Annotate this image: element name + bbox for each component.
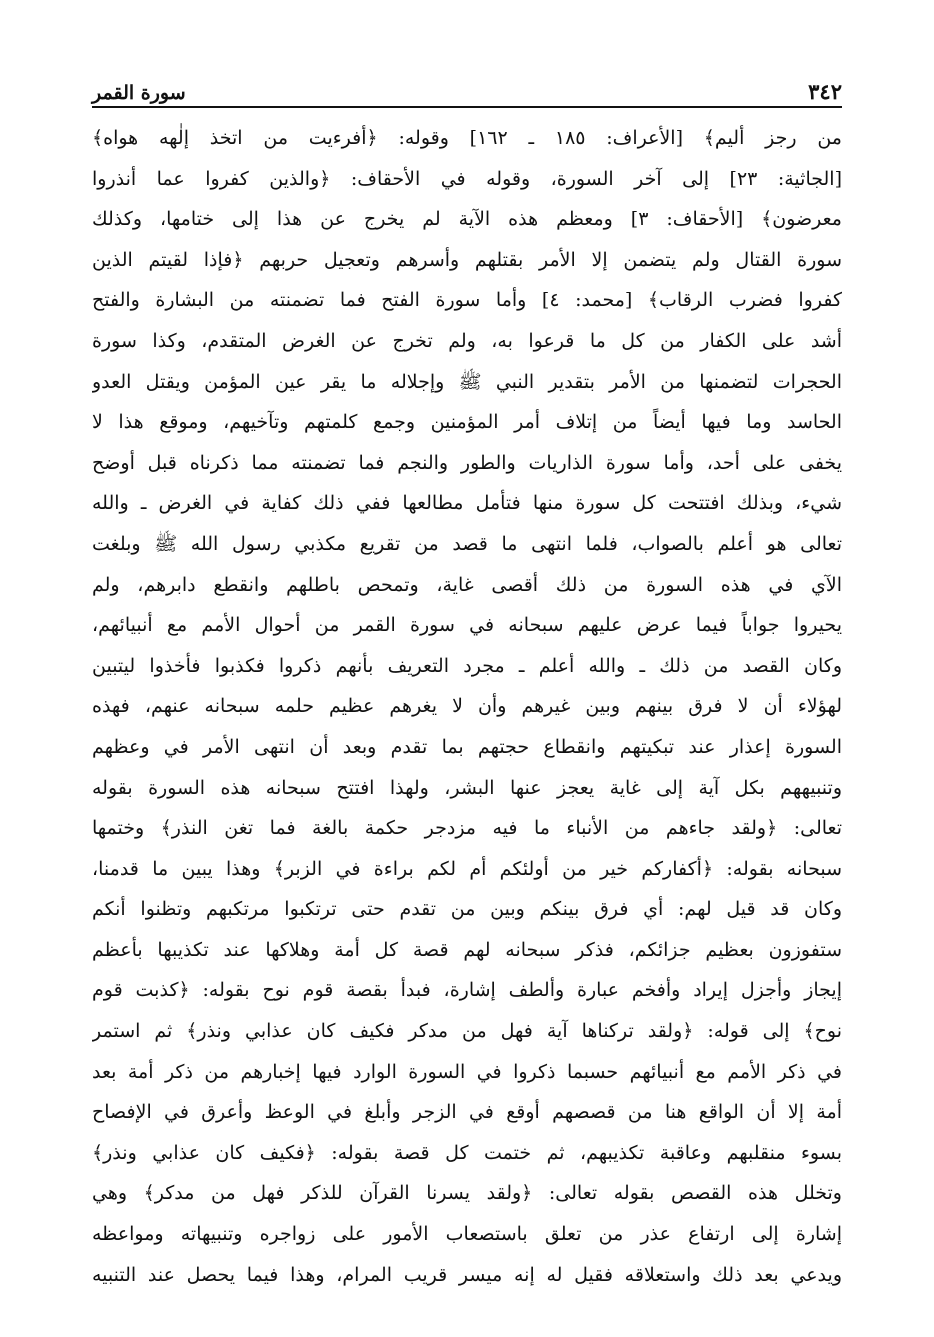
surah-title: سورة القمر xyxy=(92,82,186,104)
header-divider xyxy=(92,106,842,108)
text-line: يحيروا جواباً فيما عرض عليهم سبحانه في سورة القمر من أحوال الأمم مع أنبيائهم، xyxy=(92,614,842,637)
text-line: وتخلل هذه القصص بقوله تعالى: ﴿ولقد يسرنا القرآن للذكر فهل من مدكر﴾ وهي xyxy=(92,1182,842,1205)
text-line: معرضون﴾ [الأحقاف: ٣] ومعظم هذه الآية لم يخرج عن هذا إلى ختامها، وكذلك xyxy=(92,208,842,231)
text-line: سبحانه بقوله: ﴿أكفاركم خير من أولئكم أم لكم براءة في الزبر﴾ وهذا يبين ما قدمنا، xyxy=(92,857,842,880)
text-line: أشد على الكفار من كل ما قرعوا به، ولم تخرج عن الغرض المتقدم، وكذا سورة xyxy=(92,329,842,352)
page-number: ٣٤٢ xyxy=(808,79,842,104)
text-line: وكان القصد من ذلك ـ والله أعلم ـ مجرد التعريف بأنهم ذكروا فكذبوا فأخذوا ليتبين xyxy=(92,654,842,677)
text-line: شيء، وبذلك افتتحت كل سورة منها فتأمل مطالعها ففي ذلك كفاية في الغرض ـ والله xyxy=(92,492,842,515)
text-line: أمة إلا أن الواقع هنا من قصصهم أوقع في الزجر وأبلغ في الوعظ وأعرق في الإفصاح xyxy=(92,1101,842,1124)
text-line: السورة إعذار عند تبكيتهم وانقطاع حجتهم بما تقدم وبعد أن انتهى الأمر في وعظهم xyxy=(92,735,842,758)
text-line: تعالى: ﴿ولقد جاءهم من الأنباء ما فيه مزدجر حكمة بالغة فما تغن النذر﴾ وختمها xyxy=(92,817,842,840)
text-line: الآي في هذه السورة من ذلك أقصى غاية، وتمحص باطلهم وانقطع دابرهم، ولم xyxy=(92,573,842,596)
text-line: في ذكر الأمم مع أنبيائهم حسبما ذكروا في السورة الوارد فيها إخبارهم من ذكر أمة بعد xyxy=(92,1060,842,1083)
text-line: يخفى على أحد، وأما سورة الذاريات والطور والنجم فما تضمنته مما ذكرناه قبل أوضح xyxy=(92,451,842,474)
text-line: كفروا فضرب الرقاب﴾ [محمد: ٤] وأما سورة الفتح فما تضمنته من البشارة والفتح xyxy=(92,289,842,312)
text-line: سورة القتال ولم يتضمن إلا الأمر بقتلهم وأسرهم وتعجيل حربهم ﴿فإذا لقيتم الذين xyxy=(92,248,842,271)
text-line: وتنبيههم بكل آية إلى غاية يعجز عنها البشر، ولهذا افتتح سبحانه هذه السورة بقوله xyxy=(92,776,842,799)
text-line: إشارة إلى ارتفاع عذر من تعلق باستصعاب الأمور على زواجره وتنبيهاته ومواعظه xyxy=(92,1223,842,1246)
text-line: نوح﴾ إلى قوله: ﴿ولقد تركناها آية فهل من مدكر فكيف كان عذابي ونذر﴾ ثم استمر xyxy=(92,1020,842,1043)
text-line: الحجرات لتضمنها من الأمر بتقدير النبي ﷺ وإجلاله ما يقر عين المؤمن ويقتل العدو xyxy=(92,370,842,393)
text-line: ستفوزون بعظيم جزائكم، فذكر سبحانه لهم قصة كل أمة وهلاكها عند تكذيبها بأعظم xyxy=(92,938,842,961)
text-line: لهؤلاء أن لا فرق بينهم وبين غيرهم وأن لا يغرهم عظيم حلمه سبحانه عنهم، فهذه xyxy=(92,695,842,718)
body-text xyxy=(92,118,842,1295)
text-line: من رجز أليم﴾ [الأعراف: ١٨٥ ـ ١٦٢] وقوله: ﴿أفرءيت من اتخذ إلٰهه هواه﴾ xyxy=(92,127,842,149)
text-line: ويدعي بعد ذلك واستعلاقه فقيل له إنه ميسر قريب المرام، وهذا فيما يحصل عند التنبيه xyxy=(92,1263,842,1286)
text-line: تعالى هو أعلم بالصواب، فلما انتهى ما قصد من تقريع مكذبي رسول الله ﷺ وبلغت xyxy=(92,532,842,555)
text-line: إيجاز وأجزل إيراد وأفخم عبارة وألطف إشارة، فبدأ بقصة قوم نوح بقوله: ﴿كذبت قوم xyxy=(92,979,842,1002)
text-line: بسوء منقلبهم وعاقبة تكذيبهم، ثم ختمت كل قصة بقوله: ﴿فكيف كان عذابي ونذر﴾ xyxy=(92,1141,842,1164)
text-line: وكان قد قيل لهم: أي فرق بينكم وبين من تقدم حتى ترتكبوا مرتكبهم وتظنوا أنكم xyxy=(92,898,842,921)
text-line: [الجاثية: ٢٣] إلى آخر السورة، وقوله في الأحقاف: ﴿والذين كفروا عما أنذروا xyxy=(92,167,842,190)
text-line: الحاسد وما فيها أيضاً من إتلاف أمر المؤمنين وجمع كلمتهم وتآخيهم، وموقع هذا لا xyxy=(92,411,842,434)
running-header xyxy=(92,70,842,104)
